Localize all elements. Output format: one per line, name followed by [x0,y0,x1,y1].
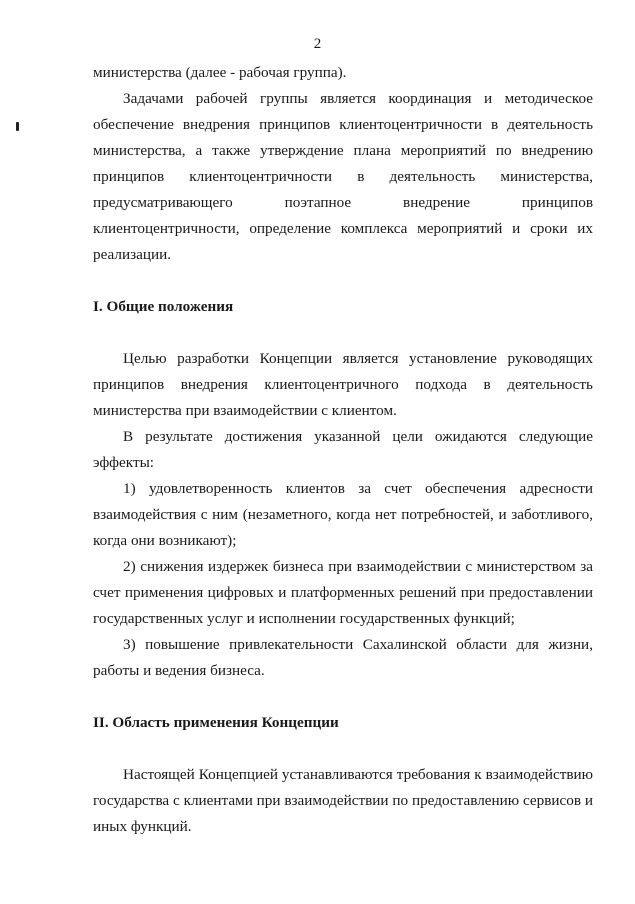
scan-mark [16,122,19,131]
section1-list-item-1: 1) удовлетворенность клиентов за счет обеспечения адресности взаимодействия с ним (незаметного, когда нет потребностей, и заботливого, когда они возникают); [93,480,593,549]
section1-paragraph-goal: Целью разработки Концепции является установление руководящих принципов внедрения клиентоцентричного подхода в деятельность министерства при взаимодействии с клиентом. [93,350,593,419]
section1-paragraph-effects-intro: В результате достижения указанной цели ожидаются следующие эффекты: [93,428,593,471]
section-heading-scope: II. Область применения Концепции [93,714,339,731]
intro-paragraph-continuation: министерства (далее - рабочая группа). [93,64,347,81]
document-body [93,60,593,840]
page-number: 2 [313,36,322,52]
section1-list-item-3: 3) повышение привлекательности Сахалинской области для жизни, работы и ведения бизнеса. [93,636,593,679]
intro-paragraph-tasks: Задачами рабочей группы является координация и методическое обеспечение внедрения принципов клиентоцентричности в деятельность министерства, а также утверждение плана мероприятий по внедрению принципов клиентоцентричности в деятельность министерства, предусматривающего поэтапное внедрение принципов клиентоцентричности, определение комплекса мероприятий и сроки их реализации. [93,90,593,263]
section-heading-general-provisions: I. Общие положения [93,298,234,315]
section1-list-item-2: 2) снижения издержек бизнеса при взаимодействии с министерством за счет применения цифровых и платформенных решений при предоставлении государственных услуг и исполнении государственных функций; [93,558,593,627]
section2-paragraph-scope: Настоящей Концепцией устанавливаются требования к взаимодействию государства с клиентами при взаимодействии по предоставлению сервисов и иных функций. [93,766,593,835]
